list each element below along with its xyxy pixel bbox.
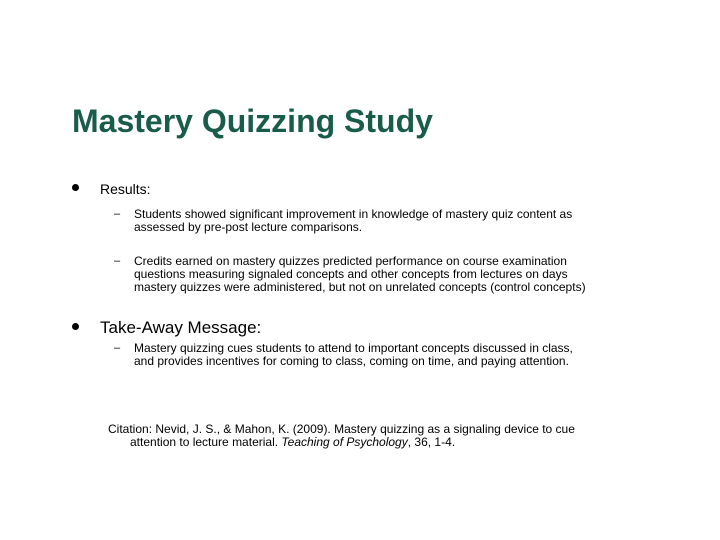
results-bullet [72,181,151,197]
bullet-icon [72,323,79,330]
results-item-2-line-3: mastery quizzes were administered, but not on unrelated concepts (control concepts) [134,280,586,294]
citation-line-1: Citation: Nevid, J. S., & Mahon, K. (2009). Mastery quizzing as a signaling device to cue [108,422,575,436]
takeaway-item-1-line-2: and provides incentives for coming to class, coming on time, and paying attention. [134,354,569,368]
results-item-2-line-1: Credits earned on mastery quizzes predicted performance on course examination [134,254,567,268]
bullet-icon [72,184,79,191]
citation-journal: Teaching of Psychology [281,435,408,449]
results-item-2-line-2: questions measuring signaled concepts and other concepts from lectures on days [134,267,568,281]
takeaway-label: Take-Away Message: [100,318,262,337]
results-item-1-line-2: assessed by pre-post lecture comparisons. [134,220,363,234]
citation-line-2-end: , 36, 1-4. [407,435,456,449]
slide-title: Mastery Quizzing Study [72,103,433,139]
dash-icon: – [114,255,121,267]
dash-icon: – [114,342,121,354]
citation-line-2 [108,436,648,449]
results-item-1 [114,208,674,234]
results-item-2 [114,255,674,294]
takeaway-item-1-line-1: Mastery quizzing cues students to attend to important concepts discussed in class, [134,341,573,355]
results-item-1-line-1: Students showed significant improvement in knowledge of mastery quiz content as [134,207,573,221]
dash-icon: – [114,208,121,220]
citation-line-2-start: attention to lecture material. [130,435,282,449]
citation [108,423,648,449]
results-item-2-text [134,255,586,294]
takeaway-item-1 [114,342,674,368]
results-label: Results: [100,181,151,197]
takeaway-item-1-text [134,342,573,368]
takeaway-bullet [72,318,261,338]
results-item-1-text [134,208,572,234]
